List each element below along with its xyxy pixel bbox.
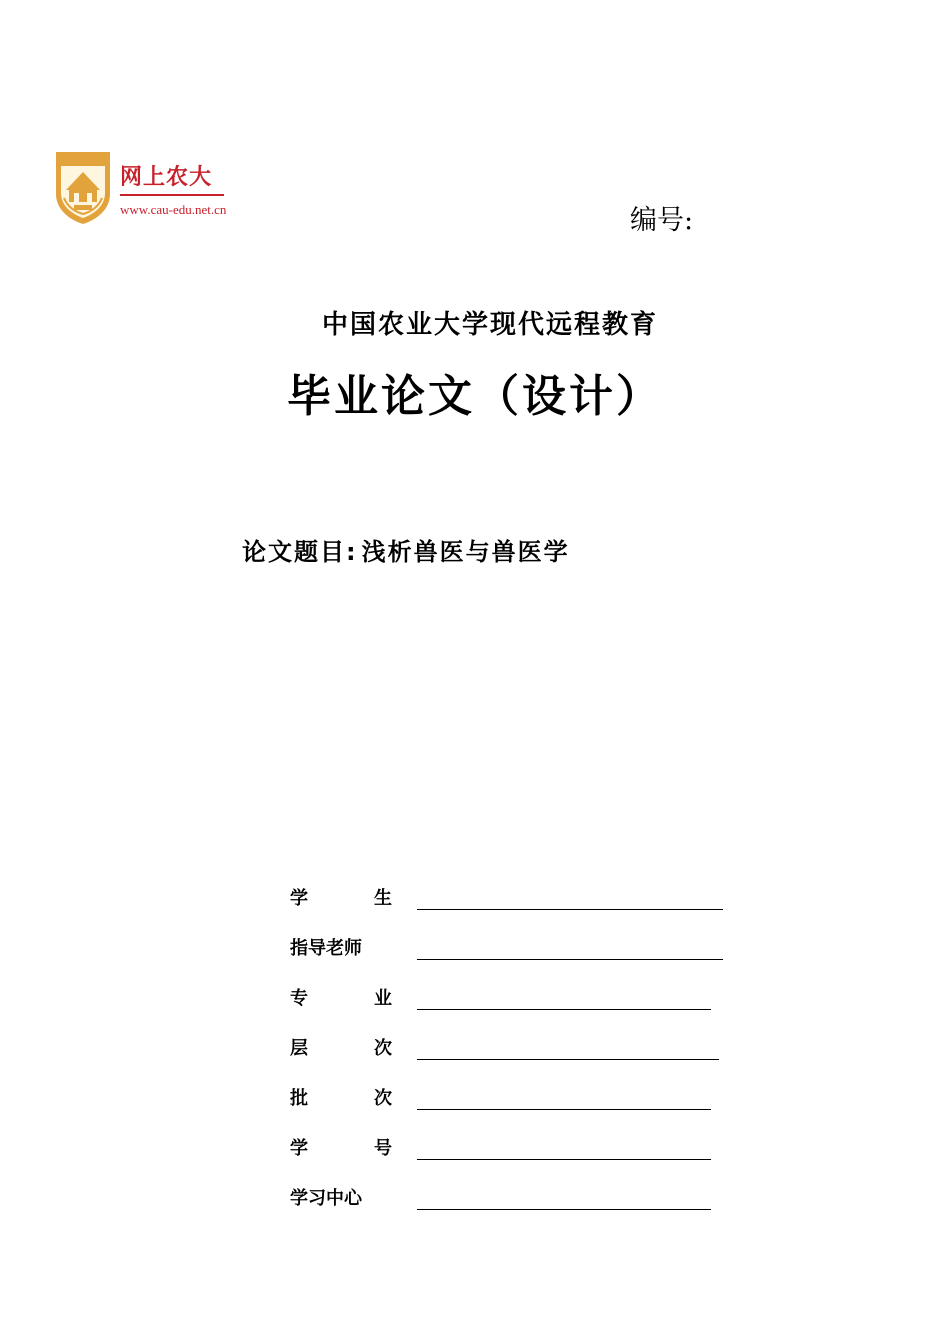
field-blank-line[interactable] (417, 959, 723, 960)
serial-number-label: 编号: (630, 205, 694, 236)
document-title: 毕业论文（设计） (287, 371, 663, 422)
topic-label: 论文题目: (242, 538, 358, 566)
site-logo (52, 148, 262, 228)
institution-heading: 中国农业大学现代远程教育 (321, 310, 658, 340)
info-field-row (290, 980, 730, 1030)
info-field-row (290, 1130, 730, 1180)
field-label-text: 号 (374, 1138, 392, 1159)
field-label-text: 学 (290, 888, 308, 909)
field-label (290, 1134, 392, 1160)
field-label-text: 层 (290, 1038, 308, 1059)
info-field-row (290, 1180, 730, 1230)
field-label (290, 984, 392, 1010)
field-blank-line[interactable] (417, 1059, 719, 1060)
info-field-row (290, 880, 730, 930)
field-label-text: 专 (290, 988, 308, 1009)
field-label-text: 学习中心 (290, 1188, 362, 1209)
field-blank-line[interactable] (417, 1109, 711, 1110)
info-field-row (290, 1030, 730, 1080)
field-label (290, 934, 392, 960)
logo-name: 网上农大 (120, 164, 213, 190)
thesis-topic (242, 532, 570, 567)
field-label (290, 1084, 392, 1110)
logo-divider (120, 194, 224, 196)
field-label (290, 1184, 392, 1210)
field-blank-line[interactable] (417, 909, 723, 910)
field-label (290, 884, 392, 910)
field-label (290, 1034, 392, 1060)
university-seal-icon (52, 148, 114, 226)
info-field-row (290, 930, 730, 980)
field-label-text: 业 (374, 988, 392, 1009)
field-label-text: 次 (374, 1088, 392, 1109)
logo-url: www.cau-edu.net.cn (120, 202, 227, 217)
info-field-row (290, 1080, 730, 1130)
field-label-text: 学 (290, 1138, 308, 1159)
field-blank-line[interactable] (417, 1009, 711, 1010)
field-label-text: 生 (374, 888, 392, 909)
field-blank-line[interactable] (417, 1159, 711, 1160)
info-fields (290, 880, 730, 1230)
topic-value: 浅析兽医与兽医学 (361, 538, 570, 566)
field-blank-line[interactable] (417, 1209, 711, 1210)
field-label-text: 批 (290, 1088, 308, 1109)
field-label-text: 指导老师 (290, 938, 362, 959)
field-label-text: 次 (374, 1038, 392, 1059)
